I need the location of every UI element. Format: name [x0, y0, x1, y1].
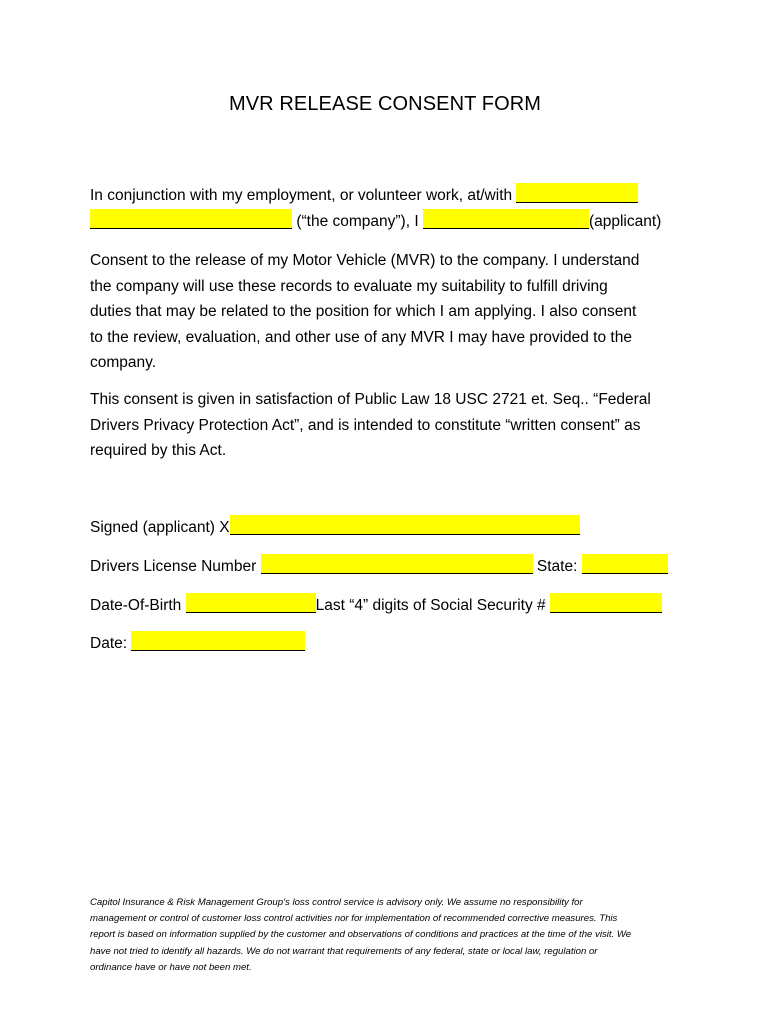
state-label: State:: [536, 558, 578, 575]
footer-line-3: report is based on information supplied by the customer and observations of conditions and practices at the time of the visit. We: [90, 929, 632, 941]
law-line-2: Drivers Privacy Protection Act”, and is intended to constitute “written consent” as: [90, 416, 641, 434]
ssn-label: Last “4” digits of Social Security #: [315, 597, 546, 614]
license-label: Drivers License Number: [90, 558, 257, 575]
intro-paragraph: [90, 183, 690, 234]
consent-line-4: to the review, evaluation, and other use of any MVR I may have provided to the: [90, 328, 632, 346]
company-name-field-part-1[interactable]: [516, 183, 638, 203]
footer-line-2: management or control of customer loss control activities nor for implementation of recommended corrective measures. This: [90, 913, 618, 925]
intro-text-3: (applicant): [588, 212, 662, 230]
consent-line-3: duties that may be related to the position for which I am applying. I also consent: [90, 303, 637, 320]
footer-line-5: ordinance have or have not been met.: [90, 961, 252, 973]
license-row: [90, 554, 690, 579]
date-of-birth-field[interactable]: [186, 593, 316, 613]
date-label: Date:: [90, 635, 128, 652]
intro-line-2: [90, 209, 690, 235]
dob-label: Date-Of-Birth: [90, 597, 182, 614]
intro-line-1: [90, 183, 690, 209]
law-line-1: This consent is given in satisfaction of Public Law 18 USC 2721 et. Seq.. “Federal: [90, 391, 651, 408]
consent-paragraph: [90, 248, 690, 376]
company-name-field-part-2[interactable]: [90, 209, 292, 229]
ssn-last-four-field[interactable]: [550, 593, 662, 613]
consent-line-5: company.: [90, 354, 157, 371]
intro-text-1: In conjunction with my employment, or volunteer work, at/with: [90, 187, 513, 204]
intro-text-2: (“the company”), I: [296, 212, 419, 230]
license-number-field[interactable]: [261, 554, 533, 574]
signed-label: Signed (applicant) X: [90, 519, 230, 536]
date-field[interactable]: [131, 631, 305, 651]
law-paragraph: [90, 387, 690, 464]
form-title: MVR RELEASE CONSENT FORM: [228, 93, 542, 115]
footer-line-1: Capitol Insurance & Risk Management Group’s loss control service is advisory only. We assume no responsibility for: [90, 897, 583, 908]
disclaimer-footer: [90, 895, 686, 976]
consent-line-2: the company will use these records to evaluate my suitability to fulfill driving: [90, 277, 608, 295]
consent-line-1: Consent to the release of my Motor Vehicle (MVR) to the company. I understand: [90, 252, 640, 269]
date-row: [90, 631, 690, 656]
dob-row: [90, 593, 690, 618]
state-field[interactable]: [582, 554, 668, 574]
law-line-3: required by this Act.: [90, 442, 227, 459]
footer-line-4: have not tried to identify all hazards. We do not warrant that requirements of any federal, state or local law, regulation or: [90, 945, 598, 957]
signature-field[interactable]: [230, 515, 580, 535]
signature-row: [90, 515, 690, 540]
applicant-name-field[interactable]: [423, 209, 589, 229]
